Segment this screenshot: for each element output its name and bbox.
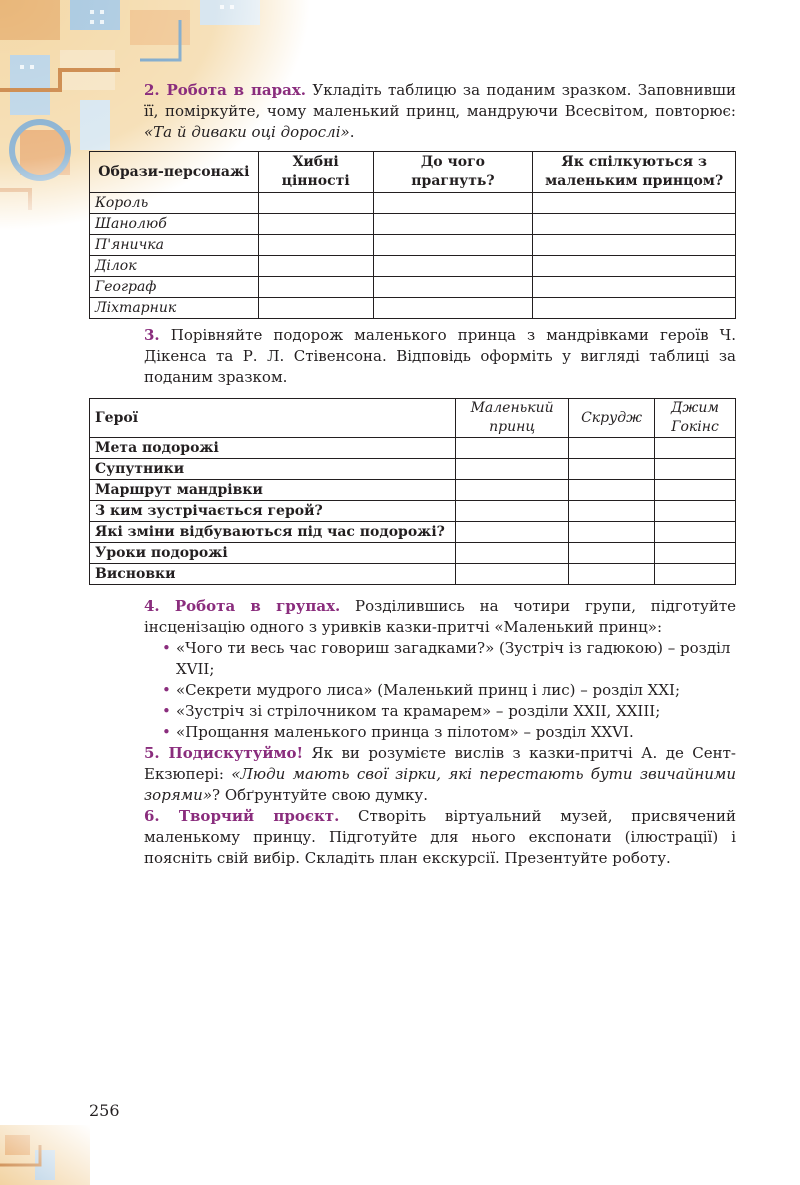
task-5-quote: «Люди мають свої зірки, які перестають бути звичайними зорями» [144,765,736,804]
table-header-cell: Як спілкуються з маленьким принцом? [533,152,736,193]
task-6-text: Створіть віртуальний музей, присвячений маленькому принцу. Підготуйте для нього експонати (ілюстрації) і поясніть свій вибір. Складіть план екскурсії. Презентуйте роботу. [144,807,736,867]
table-row [90,459,736,480]
table-header-cell: Джим Гокінс [655,399,736,438]
table-row [90,193,736,214]
criterion-label: З ким зустрічається герой? [90,501,456,522]
task-5-heading: 5. Подискутуймо! [144,744,304,762]
list-item-text: «Чого ти весь час говориш загадками?» (Зустріч із гадюкою) – розділ XVII; [176,639,731,678]
task-4-text: Розділившись на чотири групи, підготуйте інсценізацію одного з уривків казки-притчі «Маленький принц»: [144,597,736,636]
empty-cell[interactable] [373,193,533,214]
task-6-heading: 6. Творчий проєкт. [144,807,340,825]
empty-cell[interactable] [655,501,736,522]
empty-cell[interactable] [655,438,736,459]
empty-cell[interactable] [456,459,569,480]
empty-cell[interactable] [456,522,569,543]
empty-cell[interactable] [373,256,533,277]
empty-cell[interactable] [258,256,373,277]
table-row [90,298,736,319]
empty-cell[interactable] [533,193,736,214]
task-6-paragraph [144,806,736,869]
empty-cell[interactable] [569,564,655,585]
empty-cell[interactable] [569,543,655,564]
list-item [164,722,736,743]
character-name: Шанолюб [90,214,259,235]
empty-cell[interactable] [373,298,533,319]
table-header-cell: Скрудж [569,399,655,438]
characters-table [89,151,736,319]
task-4-paragraph [144,596,736,638]
task-3-paragraph [144,325,736,388]
empty-cell[interactable] [456,438,569,459]
empty-cell[interactable] [569,438,655,459]
task-4-list [144,638,736,743]
criterion-label: Мета подорожі [90,438,456,459]
task-2-heading: 2. Робота в парах. [144,81,307,99]
characters-table-header [90,152,736,193]
task-5-paragraph [144,743,736,806]
table-row [90,543,736,564]
task-2-paragraph [144,80,736,143]
list-item-text: «Секрети мудрого лиса» (Маленький принц і лис) – розділ XXI; [176,681,681,699]
empty-cell[interactable] [456,480,569,501]
list-item [164,701,736,722]
bullet-icon: • [162,639,171,657]
page-number: 256 [89,1101,120,1120]
table-row [90,235,736,256]
character-name: Географ [90,277,259,298]
list-item [164,680,736,701]
list-item [164,638,736,680]
empty-cell[interactable] [258,298,373,319]
list-item-text: «Прощання маленького принца з пілотом» – розділ XXVI. [176,723,634,741]
table-row [90,256,736,277]
table-row [90,480,736,501]
empty-cell[interactable] [258,193,373,214]
table-header-cell: До чого прагнуть? [373,152,533,193]
bullet-icon: • [162,681,171,699]
empty-cell[interactable] [373,214,533,235]
task-3-heading: 3. [144,326,160,344]
table-row [90,564,736,585]
empty-cell[interactable] [655,522,736,543]
character-name: П'яничка [90,235,259,256]
journeys-table [89,398,736,585]
task-5-text: Як ви розумієте вислів з казки-притчі А. де Сент-Екзюпері: [144,744,736,783]
list-item-text: «Зустріч зі стрілочником та крамарем» – розділи XXII, XXIII; [176,702,661,720]
empty-cell[interactable] [569,522,655,543]
table-row [90,277,736,298]
task-5-end: ? Обґрунтуйте свою думку. [212,786,428,804]
table-row [90,438,736,459]
empty-cell[interactable] [655,480,736,501]
bullet-icon: • [162,702,171,720]
table-row [90,522,736,543]
empty-cell[interactable] [533,277,736,298]
empty-cell[interactable] [569,501,655,522]
character-name: Король [90,193,259,214]
journeys-table-header [90,399,736,438]
criterion-label: Висновки [90,564,456,585]
empty-cell[interactable] [373,235,533,256]
empty-cell[interactable] [569,480,655,501]
empty-cell[interactable] [533,214,736,235]
decorative-corner-pattern-bottom [0,1125,90,1185]
criterion-label: Маршрут мандрівки [90,480,456,501]
empty-cell[interactable] [533,298,736,319]
table-row [90,501,736,522]
empty-cell[interactable] [569,459,655,480]
table-header-cell: Герої [90,399,456,438]
empty-cell[interactable] [373,277,533,298]
empty-cell[interactable] [533,235,736,256]
table-header-cell: Образи-персонажі [90,152,259,193]
table-header-cell: Маленький принц [456,399,569,438]
task-3-text: Порівняйте подорож маленького принца з мандрівками героїв Ч. Дікенса та Р. Л. Стівенсона. Відповідь оформіть у вигляді таблиці за поданим зразком. [144,326,736,386]
task-2-text: Укладіть таблицю за поданим зразком. Заповнивши її, поміркуйте, чому маленький принц, мандруючи Всесвітом, повторює: [144,81,736,120]
criterion-label: Уроки подорожі [90,543,456,564]
empty-cell[interactable] [655,543,736,564]
empty-cell[interactable] [655,459,736,480]
empty-cell[interactable] [456,543,569,564]
character-name: Ліхтарник [90,298,259,319]
empty-cell[interactable] [655,564,736,585]
bullet-icon: • [162,723,171,741]
tasks-4-6-block [144,596,736,869]
empty-cell[interactable] [456,564,569,585]
empty-cell[interactable] [533,256,736,277]
table-row [90,214,736,235]
criterion-label: Супутники [90,459,456,480]
criterion-label: Які зміни відбуваються під час подорожі? [90,522,456,543]
table-header-cell: Хибні цінності [258,152,373,193]
task-4-heading: 4. Робота в групах. [144,597,341,615]
empty-cell[interactable] [258,235,373,256]
empty-cell[interactable] [258,214,373,235]
task-2-end: . [349,123,355,141]
task-2-quote: «Та й диваки оці дорослі» [144,123,350,141]
empty-cell[interactable] [456,501,569,522]
empty-cell[interactable] [258,277,373,298]
character-name: Ділок [90,256,259,277]
